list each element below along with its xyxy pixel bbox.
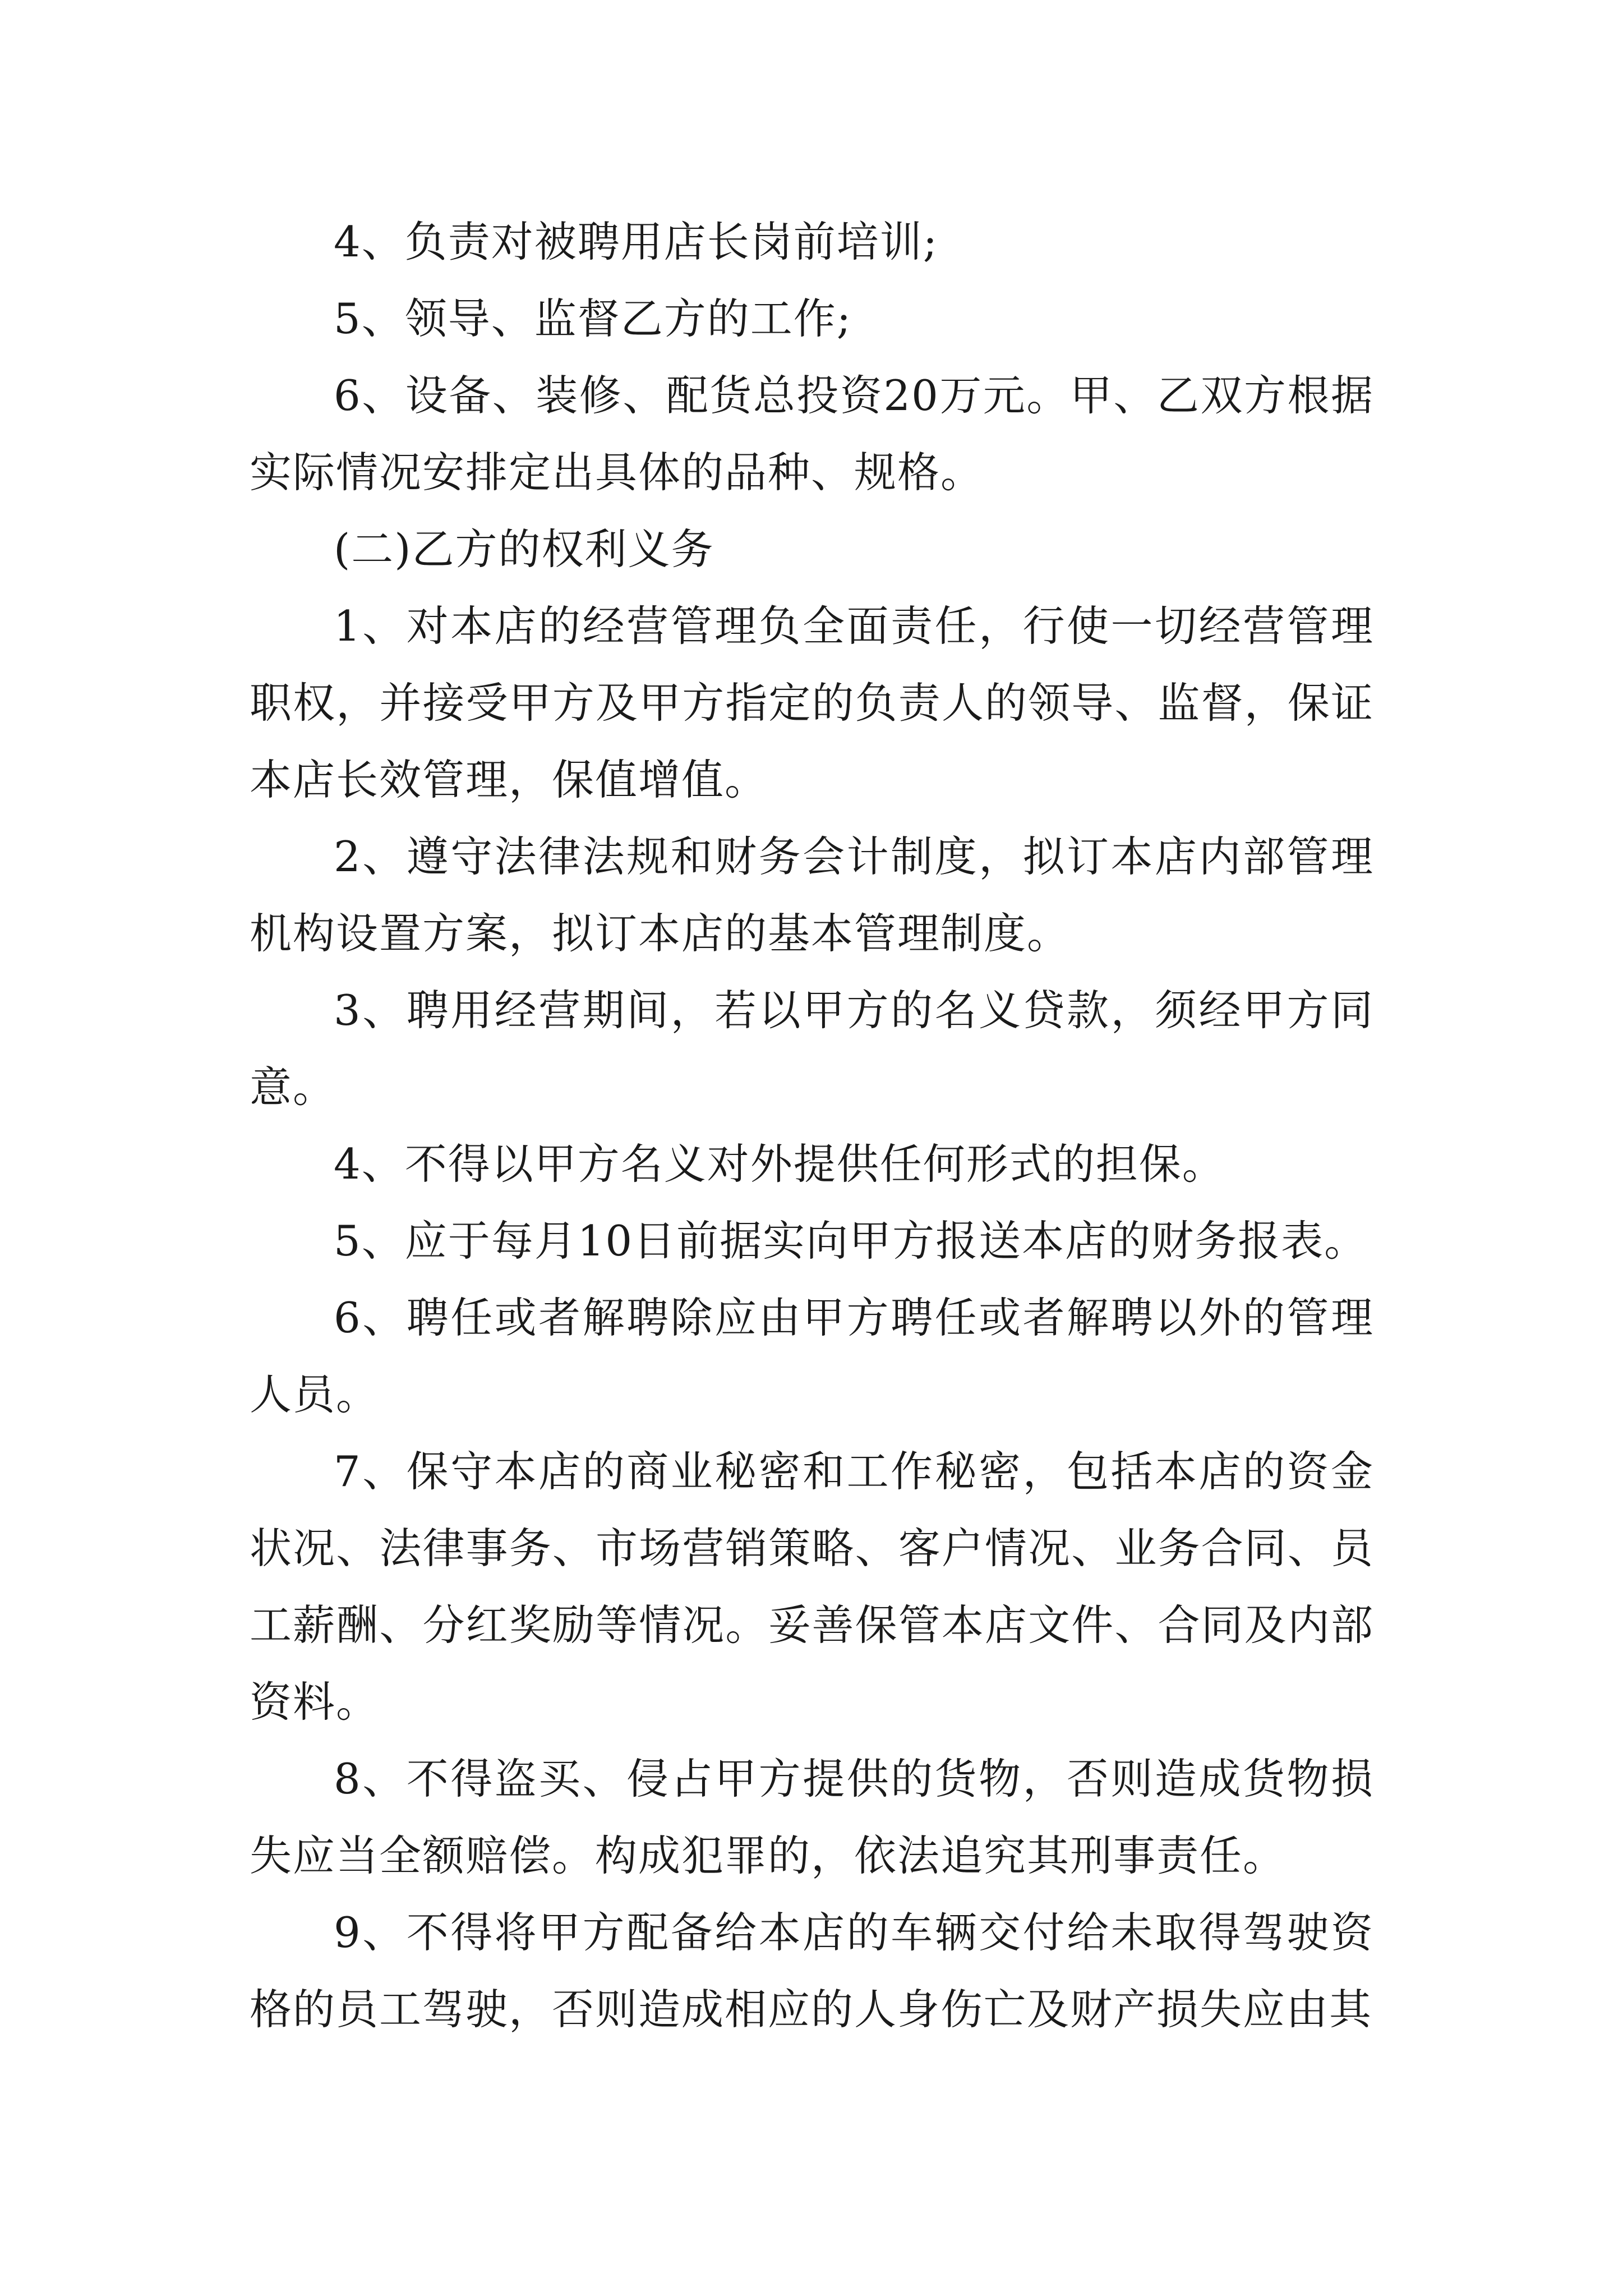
paragraph-a4: 4、负责对被聘用店长岗前培训; xyxy=(334,217,938,266)
section-heading-b: (二)乙方的权利义务 xyxy=(334,524,714,574)
paragraph-b6: 6、聘任或者解聘除应由甲方聘任或者解聘以外的管理人员。 xyxy=(250,1293,1374,1419)
paragraph-b1: 1、对本店的经营管理负全面责任，行使一切经营管理职权，并接受甲方及甲方指定的负责人的领导、监督，保证本店长效管理，保值增值。 xyxy=(250,601,1374,804)
paragraph-b8: 8、不得盗买、侵占甲方提供的货物，否则造成货物损失应当全额赔偿。构成犯罪的，依法追究其刑事责任。 xyxy=(250,1754,1374,1880)
document-body xyxy=(250,204,1374,2048)
paragraph-b5: 5、应于每月10日前据实向甲方报送本店的财务报表。 xyxy=(334,1216,1368,1266)
paragraph-b9: 9、不得将甲方配备给本店的车辆交付给未取得驾驶资格的员工驾驶，否则造成相应的人身伤亡及财产损失应由其 xyxy=(250,1908,1374,2034)
paragraph-b4: 4、不得以甲方名义对外提供任何形式的担保。 xyxy=(334,1139,1225,1189)
paragraph-b2: 2、遵守法律法规和财务会计制度，拟订本店内部管理机构设置方案，拟订本店的基本管理制度。 xyxy=(250,832,1374,958)
paragraph-a6: 6、设备、装修、配货总投资20万元。甲、乙双方根据实际情况安排定出具体的品种、规格。 xyxy=(250,371,1374,497)
paragraph-b3: 3、聘用经营期间，若以甲方的名义贷款，须经甲方同意。 xyxy=(250,986,1374,1112)
paragraph-b7: 7、保守本店的商业秘密和工作秘密，包括本店的资金状况、法律事务、市场营销策略、客户情况、业务合同、员工薪酬、分红奖励等情况。妥善保管本店文件、合同及内部资料。 xyxy=(250,1447,1374,1727)
paragraph-a5: 5、领导、监督乙方的工作; xyxy=(334,294,852,343)
